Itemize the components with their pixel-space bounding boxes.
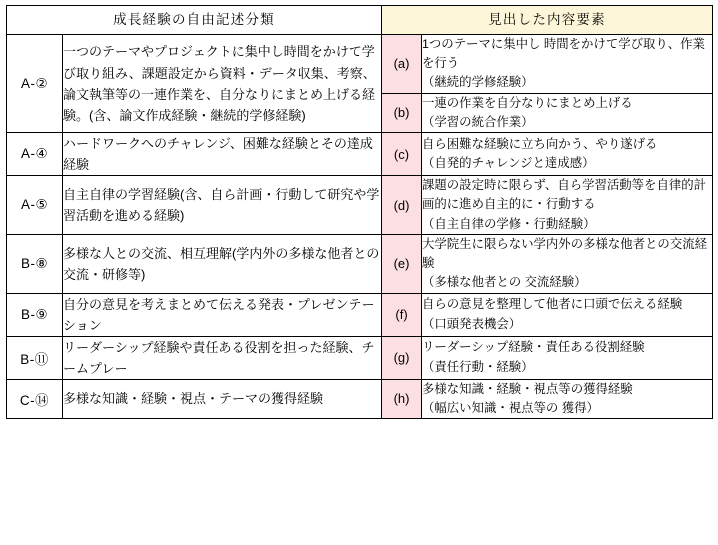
row-code: B-⑨ [7, 293, 63, 336]
element-sub: （自主自律の学修・行動経験） [422, 216, 596, 231]
table-row [7, 35, 713, 94]
element-sub: （責任行動・経験） [422, 359, 534, 374]
row-description: リーダーシップ経験や責任ある役割を担った経験、チームプレー [63, 336, 382, 379]
row-description: 一つのテーマやプロジェクトに集中し時間をかけて学び取り組み、課題設定から資料・データ収集、考察、論文執筆等の一連作業を、自分なりにまとめ上げる経験。(含、論文作成経験・継続的学修経験) [63, 35, 382, 133]
element-sub: （多様な他者との 交流経験） [422, 275, 587, 290]
row-code: A-⑤ [7, 176, 63, 235]
table-row [7, 133, 713, 176]
table-row [7, 234, 713, 293]
element-label: (g) [382, 336, 422, 379]
element-main: リーダーシップ経験・責任ある役割経験 [422, 340, 645, 355]
element-main: 1つのテーマに集中し 時間をかけて学び取り、作業を行う [422, 37, 705, 71]
element-sub: （学習の統合作業） [422, 114, 534, 129]
row-code: B-⑪ [7, 336, 63, 379]
row-code: C-⑭ [7, 379, 63, 418]
element-text [422, 176, 713, 235]
element-main: 一連の作業を自分なりにまとめ上げる [422, 95, 633, 110]
element-text [422, 293, 713, 336]
row-description: 自主自律の学習経験(含、自ら計画・行動して研究や学習活動を進める経験) [63, 176, 382, 235]
element-label: (e) [382, 234, 422, 293]
table-row [7, 336, 713, 379]
document-sheet [0, 5, 718, 545]
element-label: (f) [382, 293, 422, 336]
element-sub: （口頭発表機会） [422, 316, 522, 331]
table-row [7, 379, 713, 418]
element-main: 自ら困難な経験に立ち向かう、やり遂げる [422, 136, 658, 151]
element-main: 大学院生に限らない学内外の多様な他者との交流経験 [422, 236, 707, 271]
row-description: 多様な人との交流、相互理解(学内外の多様な他者との交流・研修等) [63, 234, 382, 293]
element-label: (c) [382, 133, 422, 176]
element-label: (h) [382, 379, 422, 418]
element-text [422, 133, 713, 176]
table-row [7, 176, 713, 235]
row-description: ハードワークへのチャレンジ、困難な経験とその達成経験 [63, 133, 382, 176]
element-text [422, 379, 713, 418]
header-free-description: 成長経験の自由記述分類 [7, 6, 382, 35]
element-sub: （継続的学修経験） [422, 75, 534, 90]
row-description: 多様な知識・経験・視点・テーマの獲得経験 [63, 379, 382, 418]
element-text [422, 93, 713, 132]
element-label: (b) [382, 93, 422, 132]
classification-table [6, 5, 713, 419]
element-label: (a) [382, 35, 422, 94]
element-sub: （自発的チャレンジと達成感） [422, 156, 595, 171]
row-code: A-② [7, 35, 63, 133]
element-label: (d) [382, 176, 422, 235]
element-text [422, 35, 713, 94]
element-sub: （幅広い知識・視点等の 獲得） [422, 400, 599, 415]
element-text [422, 234, 713, 293]
table-row [7, 293, 713, 336]
table-header-row [7, 6, 713, 35]
element-main: 課題の設定時に限らず、自ら学習活動等を自律的計画的に進め自主的に・行動する [422, 178, 707, 212]
header-content-elements: 見出した内容要素 [382, 6, 713, 35]
element-text [422, 336, 713, 379]
element-main: 自らの意見を整理して他者に口頭で伝える経験 [422, 297, 683, 312]
row-code: B-⑧ [7, 234, 63, 293]
row-code: A-④ [7, 133, 63, 176]
element-main: 多様な知識・経験・視点等の獲得経験 [422, 381, 633, 396]
row-description: 自分の意見を考えまとめて伝える発表・プレゼンテーション [63, 293, 382, 336]
